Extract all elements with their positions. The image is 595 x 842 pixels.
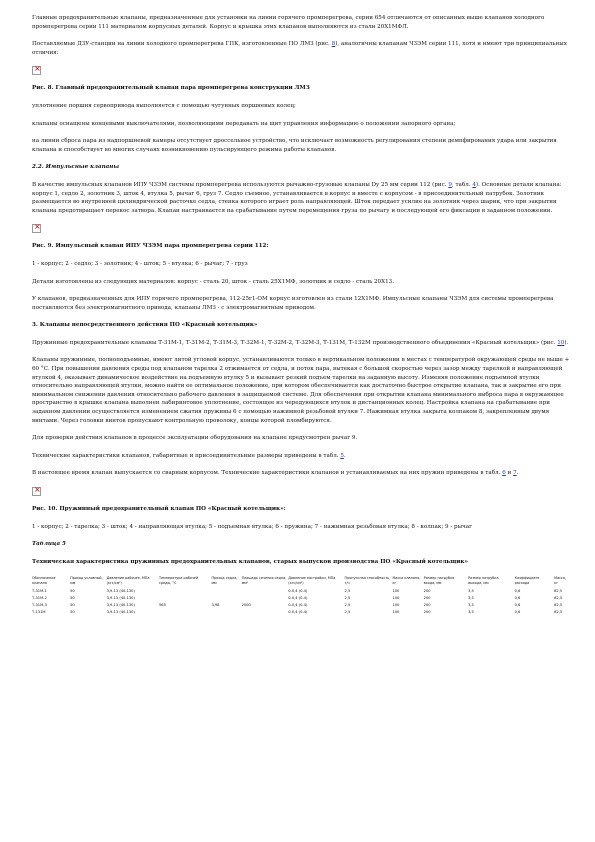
table-row xyxy=(32,588,572,595)
table-link-6[interactable]: 6 xyxy=(502,470,506,477)
table-cell: 200 xyxy=(423,588,431,593)
column-header: Площадь сечения седла, мм² xyxy=(241,576,287,585)
paragraph: Главные предохранительные клапаны, предназначенные для установки на линии горячего промперегрева, серии 654 отличаются от описанных выше клапанов холодного промперегрева серии 111 материалом корпусных деталей. Корпус и крышка этих клапанов выполняются из стали 20Х1МФЛ. xyxy=(32,15,545,30)
paragraph: У клапанов, предназначенных для ИПУ горячего промперегрева, 112-25г1-ОМ корпус изготовлен из стали 12Х1МФ. Импульсные клапаны ЧЗЭМ для системы промперегрева поставляются без электромагнитного привода, клапаны ЛМЗ - с электромагнитным приводом. xyxy=(32,296,554,311)
column-header: Размер патрубка выхода, мм xyxy=(468,576,499,585)
table-row xyxy=(32,595,572,602)
table-cell: 3,5 xyxy=(468,588,474,593)
table-cell: 0,6 xyxy=(514,595,521,600)
column-header: Давление рабочее, МПа (кгс/см²) xyxy=(106,576,150,585)
table-cell: 82,5 xyxy=(554,610,563,615)
table-cell: 50 xyxy=(70,610,75,615)
table-cell: 2000 xyxy=(241,603,251,608)
table-cell: 3,9-13 (40-130) xyxy=(106,610,135,615)
text: . xyxy=(516,470,519,477)
table-cell: Т-31М-3 xyxy=(32,603,47,608)
list-item: уплотнение поршня сервопривода выполняется с помощью чугунных поршневых колец; xyxy=(32,102,296,109)
paragraph xyxy=(32,40,572,57)
paragraph: Детали изготовлены из следующих материалов: корпус - сталь 20, шток - сталь 25Х1МФ, золотник и седло - сталь 20Х13. xyxy=(32,278,394,285)
column-header: Размер патрубка входа, мм xyxy=(423,576,455,585)
table-row xyxy=(32,609,572,616)
figure-caption-10: Рис. 10. Пружинный предохранительный клапан ПО «Красный котельщик»: xyxy=(32,506,286,512)
figure-legend: 1 - корпус; 2 - седло; 3 - золотник; 4 - шток; 5 - втулка; 6 - рычаг; 7 - груз xyxy=(32,260,248,267)
table-cell xyxy=(211,609,241,616)
table-cell: 100 xyxy=(392,595,400,600)
table-cell: 0-0,4 (0-4) xyxy=(288,595,308,600)
broken-image-icon xyxy=(32,66,41,75)
section-heading: 3. Клапаны непосредственного действия ПО «Красный котельщик» xyxy=(32,322,258,329)
text: Пружинные предохранительные клапаны Т-31М-1, Т-31М-2, Т-31М-3, Т-32М-1, Т-32М-2, Т-32М-3, Т-131М, Т-132М производственного объединения «Красный котельщик» (рис. xyxy=(32,339,556,346)
document-page xyxy=(32,14,572,617)
table-row xyxy=(32,602,572,609)
paragraph xyxy=(32,339,572,348)
column-header: Обозначение клапана xyxy=(32,576,56,585)
table-cell: 3,98 xyxy=(211,603,220,608)
table-link-4[interactable]: 4 xyxy=(472,181,476,188)
table-cell: 100 xyxy=(392,610,400,615)
table-header-row xyxy=(32,575,572,587)
table-cell xyxy=(242,609,289,616)
text: ). xyxy=(564,339,569,346)
table-cell: 2,5 xyxy=(344,588,351,593)
figure-link-10[interactable]: 10 xyxy=(557,339,565,346)
section-heading: 2.2. Импульсные клапаны xyxy=(32,164,120,171)
table-cell xyxy=(242,588,289,595)
table-cell: 3,5 xyxy=(468,595,474,600)
table-cell: 0-0,4 (0-4) xyxy=(288,603,308,608)
list-item: на линии сброса пара из надпоршневой камеры отсутствует дроссельное устройство, что исключает возможность регулирования степени демпфирования удара или закрытия клапана и способствует во многих случаях возникновению пульсирующего режима работы клапанов. xyxy=(32,138,557,153)
table-cell: 3,9-13 (40-130) xyxy=(106,588,135,593)
figure-link-9[interactable]: 9 xyxy=(448,181,452,188)
column-header: Температура рабочей среды, °С xyxy=(159,576,199,585)
table-cell: 3,9-13 (40-130) xyxy=(106,595,135,600)
table-cell: 0,6 xyxy=(514,603,521,608)
table-cell: 100 xyxy=(392,603,400,608)
figure-caption-8: Рис. 8. Главный предохранительный клапан пара промперегрева конструкции ЛМЗ xyxy=(32,85,310,92)
list-item: клапаны оснащены концевыми выключателями, позволяющими передавать на щит управления информацию о положении запорного органа; xyxy=(32,120,456,127)
text: Поставляемые ДЗУ-станции на линии холодного промперегрева ГПК, изготовленные ПО ЛМЗ (рис. xyxy=(32,41,330,48)
table-cell: 82,5 xyxy=(554,603,563,608)
table-cell: 50 xyxy=(70,588,75,593)
table-cell: Т-131М xyxy=(32,610,46,615)
text: В настоящее время клапан выпускается со сварным корпусом. Технические характеристики клапанов и устанавливаемых на них пружин приведены в табл. xyxy=(32,470,501,477)
table-cell xyxy=(211,595,241,602)
paragraph xyxy=(32,469,572,478)
table-cell: 2,5 xyxy=(344,603,351,608)
broken-image-icon xyxy=(32,224,41,233)
table-cell: 3,5 xyxy=(468,610,474,615)
table-cell: 100 xyxy=(392,588,400,593)
table-cell: 82,5 xyxy=(554,595,563,600)
figure-caption-9: Рис. 9. Импульсный клапан ИПУ ЧЗЭМ пара промперегрева серии 112: xyxy=(32,243,269,250)
column-header: Пропускная способность, т/ч xyxy=(344,576,391,585)
table-cell: Т-31М-1 xyxy=(32,588,47,593)
table-cell: 0-0,4 (0-4) xyxy=(288,610,308,615)
table-cell: Т-31М-2 xyxy=(32,595,47,600)
column-header: Давление настройки, МПа (кгс/см²) xyxy=(288,576,336,585)
table-cell: 200 xyxy=(423,595,431,600)
table-cell: 0,6 xyxy=(514,588,521,593)
column-header: Коэффициент расхода xyxy=(514,576,540,585)
column-header: Проход седла, мм xyxy=(211,576,238,585)
table-cell xyxy=(242,595,289,602)
table-cell: 0,6 xyxy=(514,610,521,615)
text: , табл. xyxy=(451,181,471,188)
table-cell: 2,5 xyxy=(344,610,351,615)
table-link-7[interactable]: 7 xyxy=(513,470,517,477)
table-cell: 0-0,4 (0-4) xyxy=(288,588,308,593)
table-cell: 50 xyxy=(70,603,75,608)
paragraph: Клапаны пружинные, полноподъемные, имеют литой угловой корпус, устанавливаются только в вертикальном положении в местах с температурой окружающей среды не выше + 60 °С. При повышении давления среды под клапаном тарелка 2 отжимается от седла, и поток пара, вытекая с большой скоростью через зазор между тарелкой и направляющей втулкой 4, оказывает динамическое воздействие на подъемную втулку 5 и вызывает резкий подъем тарелки на заданную высоту. Изменяя положение подъемной втулки относительно направляющей втулки, можно найти ее оптимальное положение, при котором обеспечивается как достаточно быстрое открытие клапана, так и закрытие его при минимальном снижении давления относительно рабочего давления в защищаемой системе. Для обеспечения при открытии клапана минимального выброса пара в окружающее пространство в крышке клапана выполнен лабиринтовое уплотнение, состоящее из чередующихся втулок и дистанционных колец. Настройка клапана на срабатывание при заданном давлении осуществляется изменением сжатия пружины 6 с помощью нажимной резьбовой втулки 7. Нажимная втулка закрыта колпаком 8, закрепленным двумя винтами. Через головки винтов пропускают контрольную проволоку, концы которой пломбируются. xyxy=(32,357,570,424)
paragraph: Для проверки действия клапанов в процессе эксплуатации оборудования на клапане предусмотрен рычаг 9. xyxy=(32,435,358,442)
table-cell xyxy=(211,588,241,595)
paragraph xyxy=(32,452,572,461)
column-header: Проход условный, мм xyxy=(70,576,103,585)
text: и xyxy=(505,470,514,477)
table-cell: 3,9-13 (40-130) xyxy=(106,603,135,608)
table-cell xyxy=(159,588,211,595)
table-label: Таблица 5 xyxy=(32,541,66,548)
table-cell xyxy=(159,609,211,616)
table-cell: 200 xyxy=(423,610,431,615)
broken-image-icon xyxy=(32,487,41,496)
data-table-5 xyxy=(32,575,572,616)
figure-link-8[interactable]: 8 xyxy=(331,41,336,48)
table-title: Техническая характеристика пружинных предохранительных клапанов, старых выпусков производства ПО «Красный котельщик» xyxy=(32,558,468,565)
table-cell: 2,5 xyxy=(344,595,351,600)
text: ). Основные детали клапана: корпус 1, седло 2, золотник 3, шток 4, втулка 5, рычаг 6, груз 7. Седло съемное, устанавливается в корпус и вместе с корпусом - в присоединительный патрубок. Золотник размещается во внутренней цилиндрической расточке седла, стенка которого играет роль направляющей. Шток передает усилие на золотник через шарик, что при закрытии клапана предотвращает перекос затвора. Клапан настраивается на срабатывание путем перемещения груза по рычагу и последующей его фиксации в заданном положении. xyxy=(32,181,562,214)
table-cell: 565 xyxy=(159,603,166,608)
paragraph xyxy=(32,181,572,215)
text: . xyxy=(343,452,346,459)
column-header: Масса клапана, кг xyxy=(392,576,421,585)
table-cell xyxy=(159,595,211,602)
column-header: Масса, кг xyxy=(554,576,567,585)
table-cell: 82,5 xyxy=(554,588,563,593)
text: Технические характеристики клапанов, габаритные и присоединительные размеры приведены в табл. xyxy=(32,452,339,459)
text: В качестве импульсных клапанов ИПУ ЧЗЭМ системы промперегрева используются рычажно-грузовые клапаны Dy 25 мм серии 112 (рис. xyxy=(32,181,447,188)
table-cell: 200 xyxy=(423,603,431,608)
figure-legend: 1 - корпус; 2 - тарелка; 3 - шток; 4 - направляющая втулка; 5 - подъемная втулка; 6 - пружина; 7 - нажимная резьбовая втулка; 8 - колпак; 9 - рычаг xyxy=(32,523,473,530)
text: ), аналогичны клапанам ЧЗЭМ серии 111, хотя и имеют три принципиальных отличия: xyxy=(32,41,567,56)
table-cell: 3,5 xyxy=(468,603,474,608)
table-link-5[interactable]: 5 xyxy=(340,452,344,459)
table-cell: 50 xyxy=(70,595,75,600)
